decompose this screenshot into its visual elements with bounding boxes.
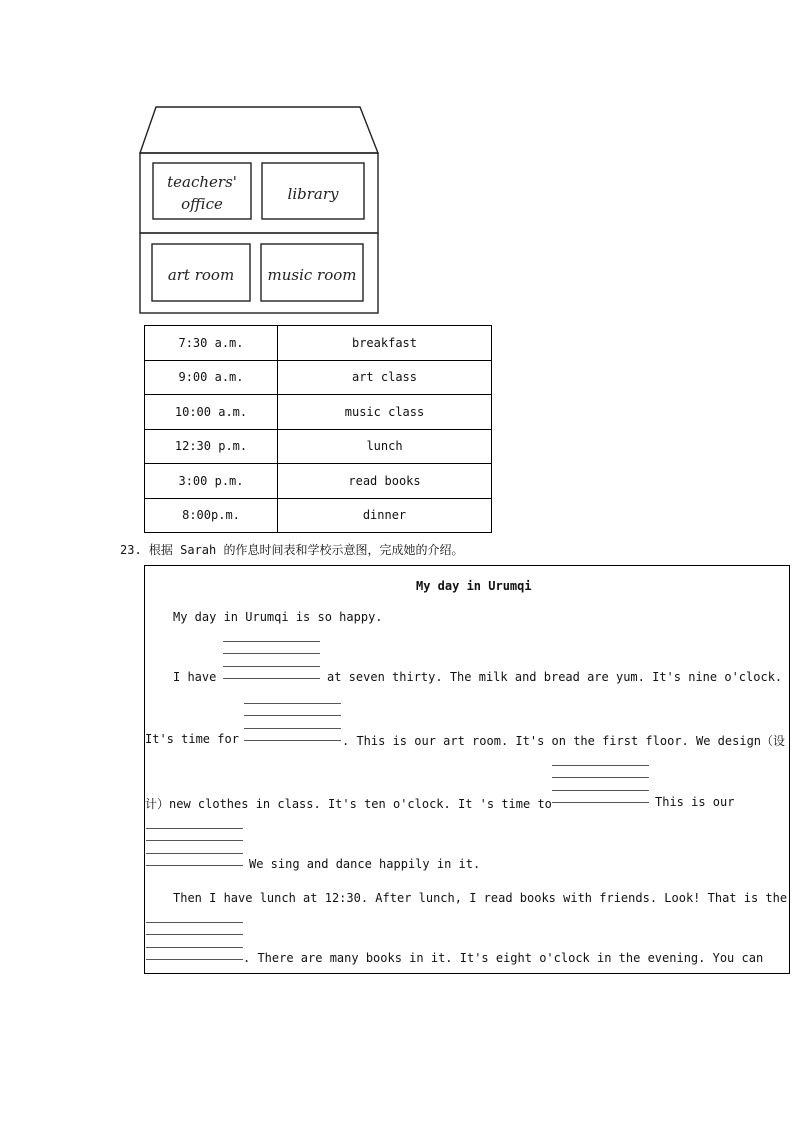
schedule-time: 10:00 a.m. xyxy=(145,395,278,430)
answer-blank-2[interactable] xyxy=(244,703,341,741)
schedule-table xyxy=(144,325,492,533)
teachers-office-label-1: teachers' xyxy=(167,173,237,191)
answer-blank-3[interactable] xyxy=(552,765,649,803)
schedule-activity: breakfast xyxy=(278,326,492,361)
school-building-diagram xyxy=(138,105,380,317)
table-row xyxy=(145,429,492,464)
building-roof xyxy=(140,107,378,153)
passage-line-4-start: 计）new clothes in class. It's ten o'clock. It 's time to xyxy=(145,797,552,811)
teachers-office-label-2: office xyxy=(181,195,223,213)
question-heading: 23. 根据 Sarah 的作息时间表和学校示意图，完成她的介绍。 xyxy=(120,543,464,557)
table-row xyxy=(145,395,492,430)
table-row xyxy=(145,360,492,395)
schedule-time: 7:30 a.m. xyxy=(145,326,278,361)
building-upper-floor xyxy=(140,153,378,233)
passage-box xyxy=(144,565,790,974)
passage-title: My day in Urumqi xyxy=(416,579,532,593)
table-row xyxy=(145,326,492,361)
schedule-activity: art class xyxy=(278,360,492,395)
passage-line-7: . There are many books in it. It's eight o'clock in the evening. You can xyxy=(243,951,764,965)
passage-line-1: My day in Urumqi is so happy. xyxy=(173,610,383,624)
art-room-label: art room xyxy=(167,266,235,284)
passage-line-6: Then I have lunch at 12:30. After lunch, I read books with friends. Look! That is the xyxy=(173,891,788,905)
table-row xyxy=(145,464,492,499)
passage-line-2-start: I have xyxy=(173,670,217,684)
passage-line-3-end: . This is our art room. It's on the first floor. We design（设 xyxy=(342,734,786,748)
passage-line-2-end: at seven thirty. The milk and bread are yum. It's nine o'clock. xyxy=(327,670,783,684)
schedule-time: 3:00 p.m. xyxy=(145,464,278,499)
schedule-activity: dinner xyxy=(278,498,492,533)
passage-line-4-end: This is our xyxy=(655,795,735,809)
table-row xyxy=(145,498,492,533)
schedule-activity: read books xyxy=(278,464,492,499)
schedule-activity: music class xyxy=(278,395,492,430)
schedule-time: 9:00 a.m. xyxy=(145,360,278,395)
passage-line-3-start: It's time for xyxy=(145,732,239,746)
music-room-label: music room xyxy=(267,266,357,284)
schedule-time: 8:00p.m. xyxy=(145,498,278,533)
passage-line-5: We sing and dance happily in it. xyxy=(249,857,481,871)
answer-blank-5[interactable] xyxy=(146,922,243,960)
answer-blank-4[interactable] xyxy=(146,828,243,866)
library-label: library xyxy=(287,185,339,203)
schedule-activity: lunch xyxy=(278,429,492,464)
answer-blank-1[interactable] xyxy=(223,641,320,679)
schedule-time: 12:30 p.m. xyxy=(145,429,278,464)
